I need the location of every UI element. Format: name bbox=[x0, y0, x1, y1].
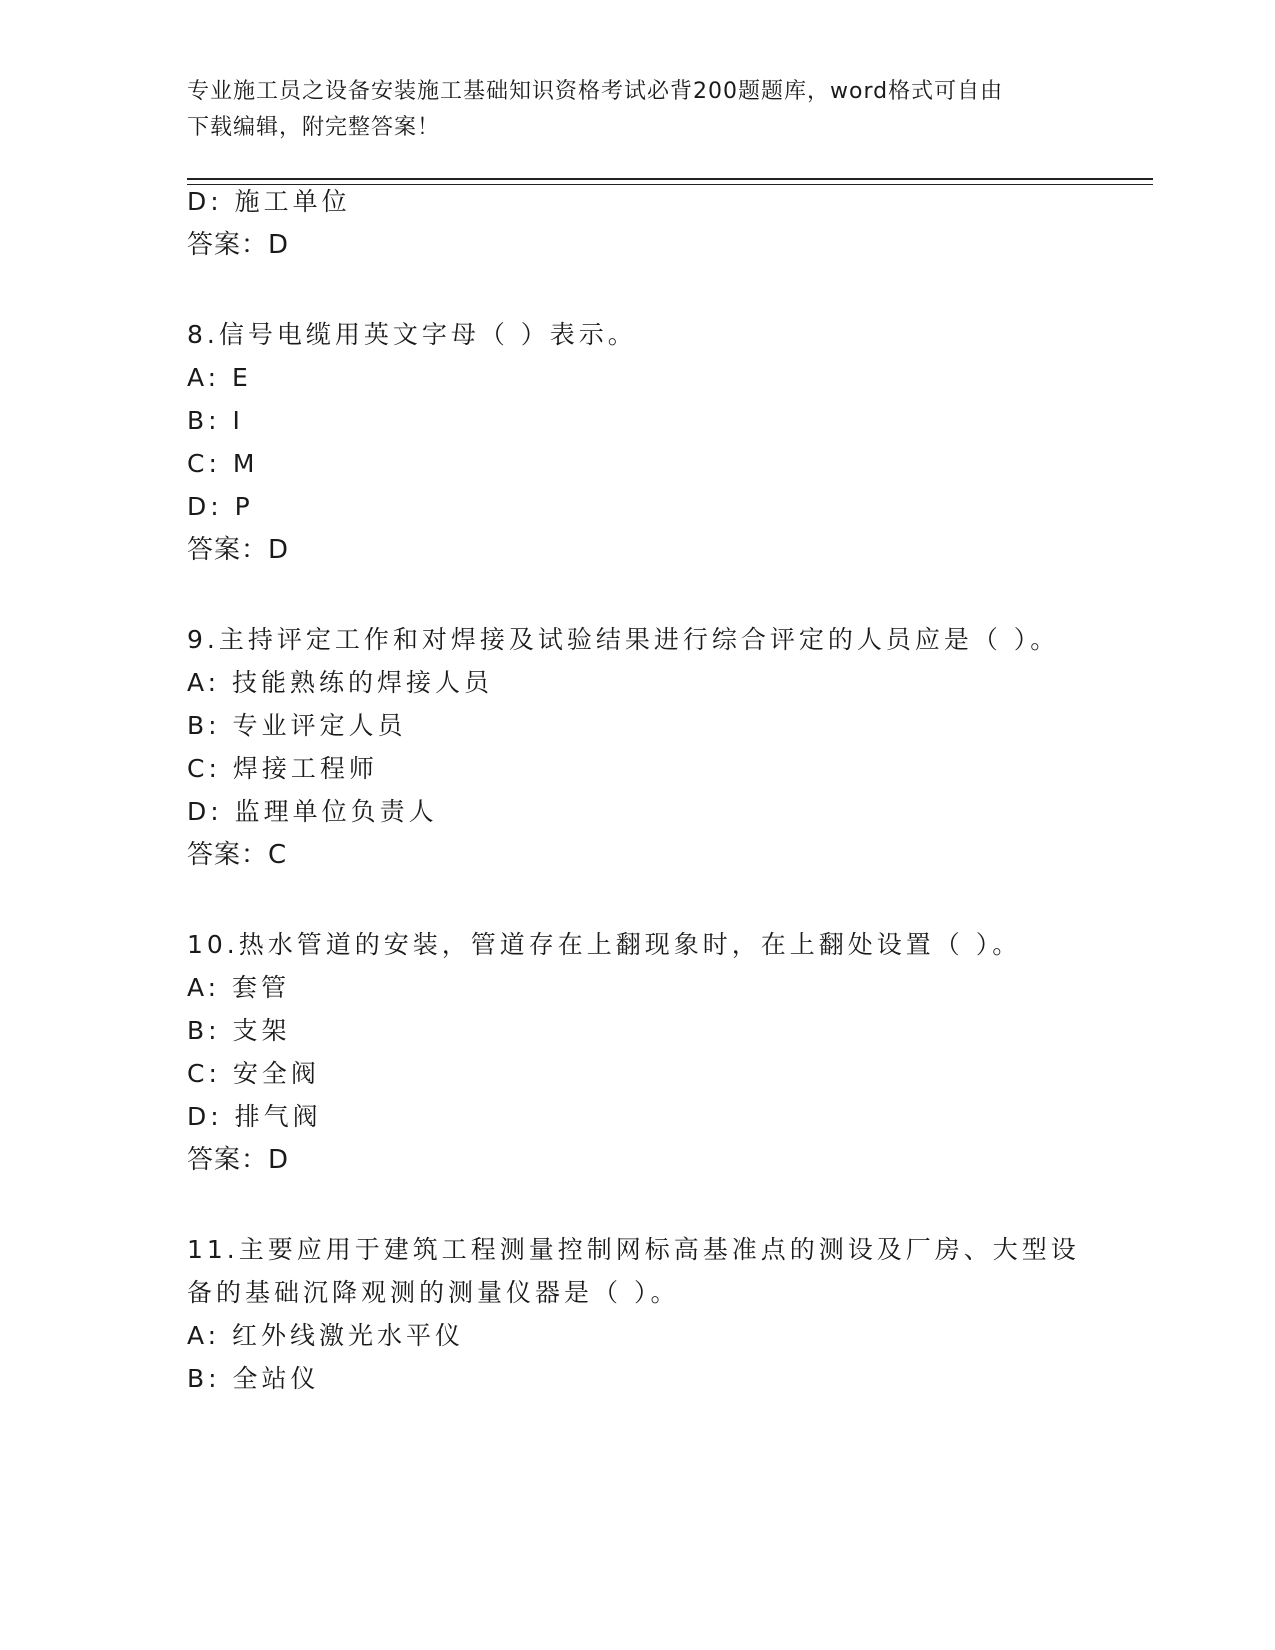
q7-answer: 答案：D bbox=[187, 230, 290, 260]
q7-option-d: D: 施工单位 bbox=[187, 187, 351, 216]
q10-option-a: A: 套管 bbox=[187, 973, 291, 1002]
q8-option-b: B: I bbox=[187, 406, 244, 435]
q8-option-d: D: P bbox=[187, 492, 254, 521]
q10-option-c: C: 安全阀 bbox=[187, 1059, 320, 1088]
q11-question-line-1: 11.主要应用于建筑工程测量控制网标高基准点的测设及厂房、大型设 bbox=[187, 1235, 1080, 1264]
q11-option-a: A: 红外线激光水平仪 bbox=[187, 1321, 465, 1350]
q9-question: 9.主持评定工作和对焊接及试验结果进行综合评定的人员应是（ ）。 bbox=[187, 625, 1060, 654]
q9-option-c: C: 焊接工程师 bbox=[187, 754, 378, 783]
q11-option-b: B: 全站仪 bbox=[187, 1364, 320, 1393]
q9-option-d: D: 监理单位负责人 bbox=[187, 797, 438, 826]
q9-option-a: A: 技能熟练的焊接人员 bbox=[187, 668, 494, 697]
header-divider-thick bbox=[187, 178, 1153, 180]
q8-question: 8.信号电缆用英文字母（ ）表示。 bbox=[187, 320, 637, 349]
header-title-line-1: 专业施工员之设备安装施工基础知识资格考试必背200题题库，word格式可自由 bbox=[187, 79, 1004, 104]
q9-answer: 答案：C bbox=[187, 840, 288, 870]
q8-answer: 答案：D bbox=[187, 535, 290, 565]
header-title-line-2: 下载编辑，附完整答案！ bbox=[187, 115, 441, 140]
q8-option-a: A: E bbox=[187, 363, 252, 392]
q8-option-c: C: M bbox=[187, 449, 259, 478]
document-header bbox=[187, 74, 1077, 146]
q10-question: 10.热水管道的安装，管道存在上翻现象时，在上翻处设置（ ）。 bbox=[187, 930, 1022, 959]
q10-option-b: B: 支架 bbox=[187, 1016, 291, 1045]
q9-option-b: B: 专业评定人员 bbox=[187, 711, 407, 740]
q10-option-d: D: 排气阀 bbox=[187, 1102, 322, 1131]
q10-answer: 答案：D bbox=[187, 1145, 290, 1175]
q11-question-line-2: 备的基础沉降观测的测量仪器是（ ）。 bbox=[187, 1278, 680, 1307]
